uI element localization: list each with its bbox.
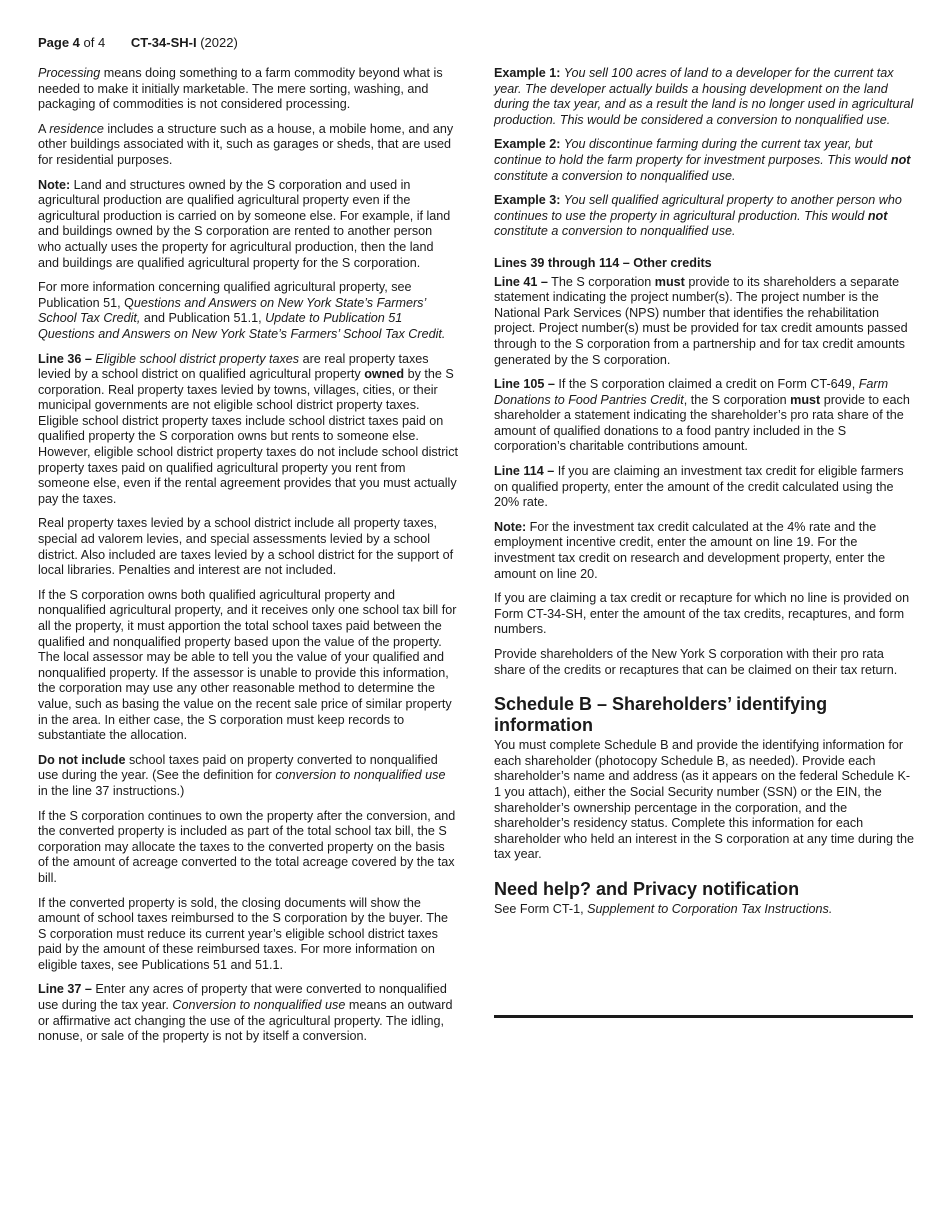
left-column	[38, 66, 458, 1054]
apportion-paragraph: If the S corporation owns both qualified agricultural property and nonqualified agricultural property, and it receives only one school tax bill for all the property, it must apportion the total school taxes paid between the qualified and nonqualified property based upon the value of the property. The local assessor may be able to tell you the value of your qualified and nonqualified property. If the assessor is unable to provide this information, the corporation may use any other reasonable method to determine the value, such as basing the value on the recent sale price of similar property in the area. In either case, the S corporation must keep records to substantiate the allocation.	[38, 587, 457, 743]
form-id: CT-34-SH-I	[130, 35, 197, 50]
do-not-include-paragraph: Do not include school taxes paid on property converted to nonqualified use during the year. (See the definition for conversion to nonqualified use in the line 37 instructions.)	[38, 752, 446, 798]
recapture-paragraph: If you are claiming a tax credit or recapture for which no line is provided on Form CT-34-SH, enter the amount of the tax credits, recaptures, and form numbers.	[494, 591, 910, 637]
residence-definition: A residence includes a structure such as a house, a mobile home, and any other buildings associated with it, such as garages or sheds, that are used for residential purposes.	[38, 121, 454, 167]
line-105-paragraph: Line 105 – If the S corporation claimed a credit on Form CT-649, Farm Donations to Food Pantries Credit, the S corporation must provide to each shareholder a statement indicating the shareholder’s pro rata share of the amount of qualified donations to a food pantry included in the S corporation’s charitable contributions amount.	[494, 377, 910, 454]
help-text: See Form CT-1, Supplement to Corporation Tax Instructions.	[494, 901, 833, 916]
investment-note: Note: For the investment tax credit calculated at the 4% rate and the employment incentive credit, enter the amount on line 19. For the investment tax credit on research and development property, enter the amount on line 20.	[494, 519, 886, 581]
page-total: of 4	[83, 35, 106, 50]
example-3: Example 3: You sell qualified agricultural property to another person who continues to use the property in agricultural production. This would not constitute a conversion to nonqualified use.	[494, 193, 902, 239]
form-year: (2022)	[200, 35, 238, 50]
line-36-paragraph: Line 36 – Eligible school district property taxes are real property taxes levied by a school district on qualified agricultural property owned by the S corporation. Real property taxes levied by towns, villages, cities, or their municipal governments are not eligible school district property taxes. Eligible school district property taxes include school district taxes paid on qualified property the S corporation owns but rents to someone else. However, eligible school district property taxes do not include school district property taxes paid on qualified agricultural property you rent from someone else, even if the rental agreement provides that you must actually pay the taxes.	[38, 351, 458, 506]
other-credits-heading: Lines 39 through 114 – Other credits	[494, 255, 712, 270]
line-114-paragraph: Line 114 – If you are claiming an investment tax credit for eligible farmers on qualified property, enter the amount of the credit calculated using the 20% rate.	[494, 464, 904, 510]
schedule-b-text: You must complete Schedule B and provide the identifying information for each shareholder (photocopy Schedule B, as needed). Provide each shareholder’s name and address (as it appears on the federal Schedule K-1 you attach), either the Social Security number (SSN) or the EIN, the shareholder’s ownership percentage in the corporation, and the shareholder’s residency status. Complete this information for each shareholder who held an interest in the S corporation at any time during the tax year.	[494, 738, 915, 862]
page-number: Page 4	[38, 35, 80, 50]
processing-definition: Processing means doing something to a farm commodity beyond what is needed to make it initially marketable. The mere sorting, washing, and packaging of commodities is not considered processing.	[38, 66, 443, 112]
more-info-paragraph: For more information concerning qualified agricultural property, see Publication 51, Questions and Answers on New York State’s Farmers’ School Tax Credit, and Publication 51.1, Update to Publication 51 Questions and Answers on New York State’s Farmers’ School Tax Credit.	[38, 280, 446, 341]
converted-property-paragraph: If the S corporation continues to own the property after the conversion, and the converted property is included as part of the total school tax bill, the S corporation may allocate the taxes to the converted property on the basis of the amount of acreage converted to the total acreage covered by the tax bill.	[38, 808, 456, 885]
help-heading: Need help? and Privacy notification	[494, 878, 800, 899]
line-41-paragraph: Line 41 – The S corporation must provide to its shareholders a separate statement indicating the project number(s). The project number is the National Park Services (NPS) number that identifies the rehabilitation project. Project number(s) must be provided for tax credit amounts passed through to the S corporation from a partnership and for tax credit amounts generated by the S corporation.	[494, 274, 908, 367]
example-2: Example 2: You discontinue farming during the current tax year, but continue to hold the farm property for investment purposes. This would not constitute a conversion to nonqualified use.	[494, 137, 911, 183]
line-37-paragraph: Line 37 – Enter any acres of property that were converted to nonqualified use during the tax year. Conversion to nonqualified use means an outward or affirmative act changing the use of the agricultural property. The idling, nonuse, or sale of the property is not by itself a conversion.	[38, 982, 453, 1044]
provide-shareholders-paragraph: Provide shareholders of the New York S corporation with their pro rata share of the credits or recaptures that can be claimed on their tax return.	[494, 647, 898, 677]
page-header	[38, 35, 238, 51]
real-property-taxes-paragraph: Real property taxes levied by a school district include all property taxes, special ad valorem levies, and special assessments levied by a school district. Also included are taxes levied by a school district for the support of local libraries. Penalties and interest are not included.	[38, 516, 454, 578]
converted-sold-paragraph: If the converted property is sold, the closing documents will show the amount of school taxes reimbursed to the S corporation by the buyer. The S corporation must reduce its current year’s eligible school district taxes paid by the amount of these reimbursed taxes. For more information on eligible taxes, see Publications 51 and 51.1.	[38, 895, 448, 972]
right-column	[494, 66, 916, 927]
section-divider	[494, 1015, 913, 1018]
note-paragraph: Note: Land and structures owned by the S corporation and used in agricultural production are qualified agricultural property even if the agricultural production is carried on by someone else. For example, if land and buildings owned by the S corporation are rented to another person who actually uses the property for agricultural production, then the land and buildings are qualified agricultural property for the S corporation.	[38, 177, 451, 270]
example-1: Example 1: You sell 100 acres of land to a developer for the current tax year. The developer actually builds a housing development on the land during the tax year, and as a result the land is no longer used in agricultural production. This would be considered a conversion to nonqualified use.	[494, 66, 914, 127]
schedule-b-heading: Schedule B – Shareholders’ identifying information	[494, 694, 828, 736]
